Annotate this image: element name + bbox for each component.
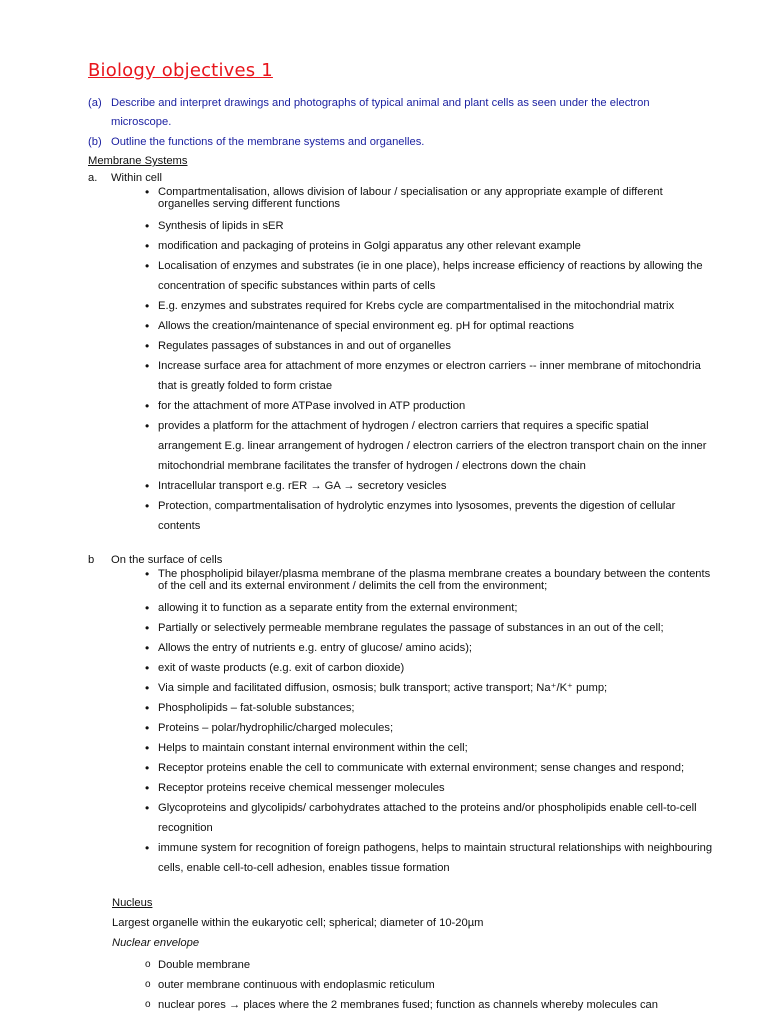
nuclear-envelope-list	[145, 955, 715, 1015]
list-item: • Allows the entry of nutrients e.g. entry of glucose/ amino acids);	[145, 638, 715, 658]
nucleus-intro: Largest organelle within the eukaryotic cell; spherical; diameter of 10-20µm	[112, 917, 484, 929]
surface-of-cells-list	[145, 568, 715, 878]
list-item: • for the attachment of more ATPase involved in ATP production	[145, 396, 715, 416]
list-item: • The phospholipid bilayer/plasma membrane of the plasma membrane creates a boundary between the contents of the cell and its external environment / delimits the cell from the environment;	[145, 568, 715, 592]
list-item: • Receptor proteins receive chemical messenger molecules	[145, 778, 715, 798]
section-b-heading	[88, 554, 222, 566]
list-item: • Via simple and facilitated diffusion, osmosis; bulk transport; active transport; Na⁺/K⁺ pump;	[145, 678, 715, 698]
list-item: • Regulates passages of substances in and out of organelles	[145, 336, 715, 356]
list-item: • Compartmentalisation, allows division of labour / specialisation or any appropriate example of different organelles serving different functions	[145, 186, 715, 210]
document-title: Biology objectives 1	[88, 60, 273, 81]
nucleus-heading: Nucleus	[112, 897, 153, 909]
objective-text-cont: microscope.	[111, 116, 172, 128]
list-item: • Synthesis of lipids in sER	[145, 216, 715, 236]
list-item: • Glycoproteins and glycolipids/ carbohydrates attached to the proteins and/or phospholipids enable cell-to-cell recognition	[145, 798, 715, 838]
list-item: • Partially or selectively permeable membrane regulates the passage of substances in an out of the cell;	[145, 618, 715, 638]
list-item: o nuclear pores → places where the 2 membranes fused; function as channels whereby molecules can	[145, 995, 715, 1015]
list-item: • Increase surface area for attachment of more enzymes or electron carriers -- inner membrane of mitochondria that is greatly folded to form cristae	[145, 356, 715, 396]
list-item: • allowing it to function as a separate entity from the external environment;	[145, 598, 715, 618]
list-item: • immune system for recognition of foreign pathogens, helps to maintain structural relationships with neighbouring cells, enable cell-to-cell adhesion, enables tissue formation	[145, 838, 715, 878]
list-item: o outer membrane continuous with endoplasmic reticulum	[145, 975, 715, 995]
section-letter: a.	[88, 172, 98, 184]
list-item: • provides a platform for the attachment of hydrogen / electron carriers that requires a specific spatial arrangement E.g. linear arrangement of hydrogen / electron carriers of the electron transport chain on the inner mitochondrial membrane facilitates the transfer of hydrogen / electrons down the chain	[145, 416, 715, 476]
list-item: • Intracellular transport e.g. rER → GA → secretory vesicles	[145, 476, 715, 496]
list-item: • Phospholipids – fat-soluble substances;	[145, 698, 715, 718]
objective-text: Describe and interpret drawings and photographs of typical animal and plant cells as seen under the electron	[111, 97, 650, 109]
objective-label: (a)	[88, 97, 102, 109]
list-item: • Receptor proteins enable the cell to communicate with external environment; sense changes and respond;	[145, 758, 715, 778]
objective-label: (b)	[88, 136, 102, 148]
section-a-heading	[88, 172, 162, 184]
nuclear-envelope-heading: Nuclear envelope	[112, 937, 200, 949]
list-item: • Localisation of enzymes and substrates (ie in one place), helps increase efficiency of reactions by allowing the concentration of specific substances within parts of cells	[145, 256, 715, 296]
list-item: o Double membrane	[145, 955, 715, 975]
list-item: • modification and packaging of proteins in Golgi apparatus any other relevant example	[145, 236, 715, 256]
list-item: • Protection, compartmentalisation of hydrolytic enzymes into lysosomes, prevents the digestion of cellular contents	[145, 496, 715, 536]
list-item: • exit of waste products (e.g. exit of carbon dioxide)	[145, 658, 715, 678]
section-letter: b	[88, 554, 95, 566]
section-label: On the surface of cells	[111, 554, 223, 566]
list-item: • Allows the creation/maintenance of special environment eg. pH for optimal reactions	[145, 316, 715, 336]
list-item: • Helps to maintain constant internal environment within the cell;	[145, 738, 715, 758]
within-cell-list	[145, 186, 715, 536]
list-item: • E.g. enzymes and substrates required for Krebs cycle are compartmentalised in the mitochondrial matrix	[145, 296, 715, 316]
section-label: Within cell	[111, 172, 162, 184]
objective-a	[88, 94, 708, 132]
objective-b	[88, 133, 708, 152]
list-item: • Proteins – polar/hydrophilic/charged molecules;	[145, 718, 715, 738]
objective-text: Outline the functions of the membrane systems and organelles.	[111, 136, 425, 148]
membrane-systems-heading: Membrane Systems	[88, 155, 188, 167]
